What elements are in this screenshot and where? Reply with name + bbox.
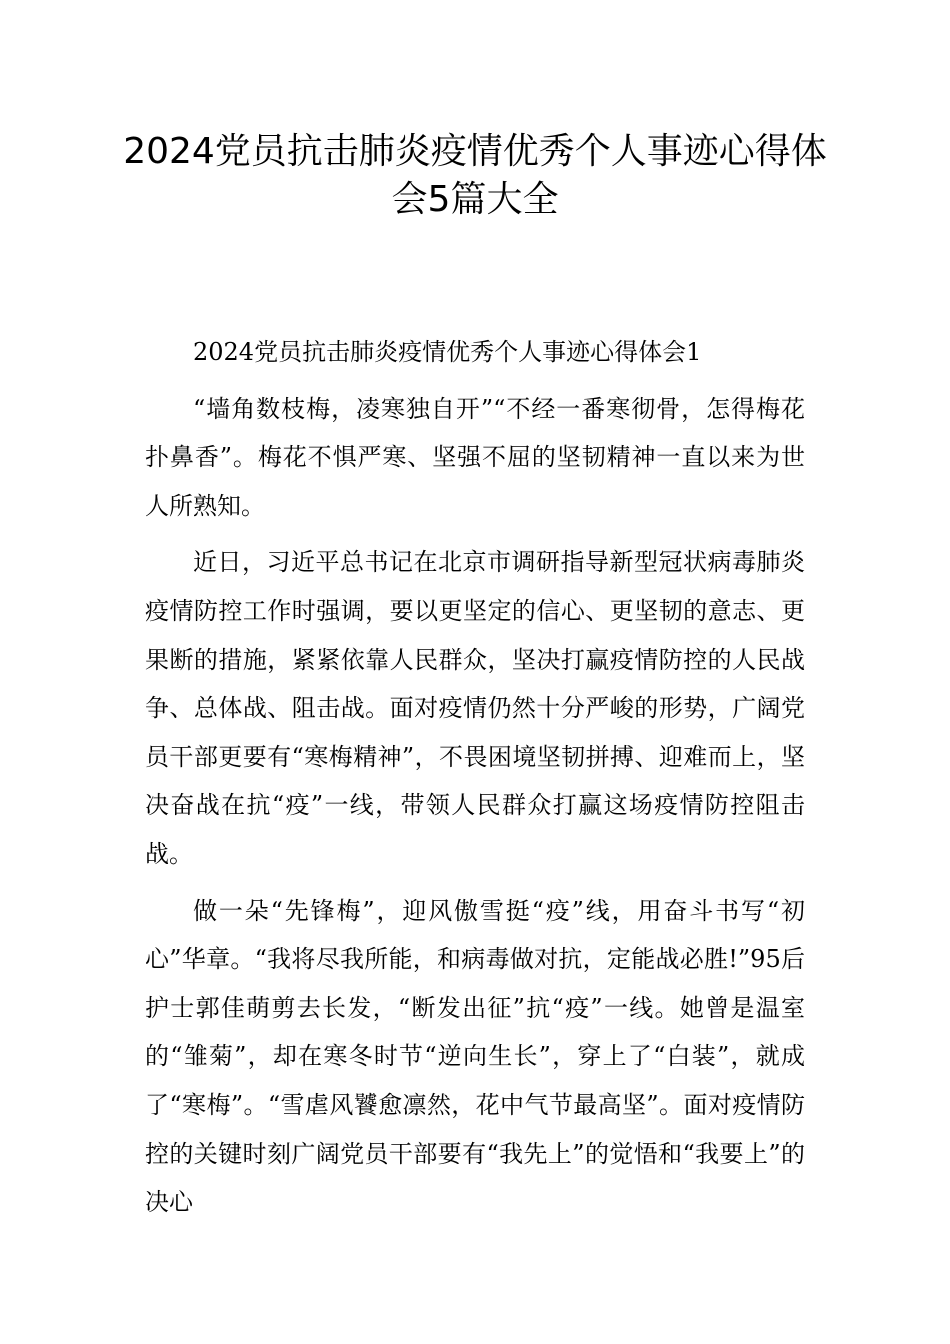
document-title: 2024党员抗击肺炎疫情优秀个人事迹心得体会5篇大全 xyxy=(123,131,827,220)
paragraph: 做一朵“先锋梅”，迎风傲雪挺“疫”线，用奋斗书写“初心”华章。“我将尽我所能，和病毒做对抗，定能战必胜!”95后护士郭佳萌剪去长发，“断发出征”抗“疫”一线。她曾是温室的“雏菊”，却在寒冬时节“逆向生长”，穿上了“白装”，就成了“寒梅”。“雪虐风饕愈凛然，花中气节最高坚”。面对疫情防控的关键时刻广阔党员干部要有“我先上”的觉悟和“我要上”的决心 xyxy=(145,896,805,1217)
paragraph: 近日，习近平总书记在北京市调研指导新型冠状病毒肺炎疫情防控工作时强调，要以更坚定的信心、更坚韧的意志、更果断的措施，紧紧依靠人民群众，坚决打赢疫情防控的人民战争、总体战、阻击战。面对疫情仍然十分严峻的形势，广阔党员干部更要有“寒梅精神”，不畏困境坚韧拼搏、迎难而上，坚决奋战在抗“疫”一线，带领人民群众打赢这场疫情防控阻击战。 xyxy=(145,548,805,868)
section-heading: 2024党员抗击肺炎疫情优秀个人事迹心得体会1 xyxy=(193,338,702,366)
paragraph: “墙角数枝梅，凌寒独自开”“不经一番寒彻骨，怎得梅花扑鼻香”。梅花不惧严寒、坚强不屈的坚韧精神一直以来为世人所熟知。 xyxy=(145,394,805,520)
document-body xyxy=(145,328,805,1227)
